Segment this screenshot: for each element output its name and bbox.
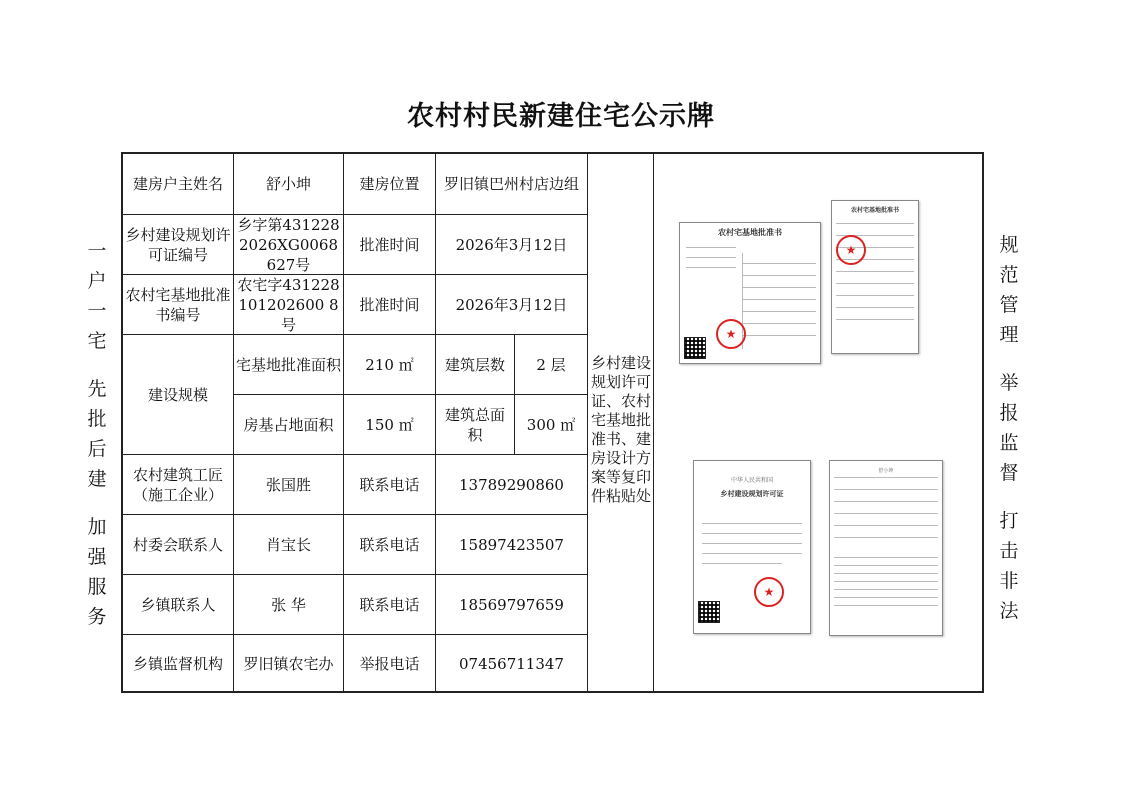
- homestead-certificate-copy-2: [831, 200, 919, 354]
- slogan-char: 宅: [87, 330, 107, 352]
- owner-name-label: 建房户主姓名: [123, 154, 234, 215]
- slogan-char: 后: [87, 438, 107, 460]
- document-title: 农村宅基地批准书: [718, 228, 782, 237]
- slogan-char: 务: [87, 606, 107, 628]
- floors-value: 2 层: [515, 335, 588, 395]
- approved-area-value: 210 ㎡: [344, 335, 436, 395]
- right-slogan: [994, 230, 1024, 626]
- seal-icon: ★: [754, 577, 784, 607]
- slogan-char: 管: [999, 294, 1019, 316]
- village-phone-value: 15897423507: [436, 515, 588, 575]
- paste-area-note: 乡村建设规划许可证、农村宅基地批准书、建房设计方案等复印件粘贴处: [590, 354, 651, 505]
- slogan-char: 加: [87, 516, 107, 538]
- slogan-char: 举: [999, 372, 1019, 394]
- town-contact-value: 张 华: [234, 575, 344, 635]
- document-title: 农村宅基地批准书: [850, 207, 899, 214]
- permit-date-label: 批准时间: [344, 215, 436, 275]
- planning-permit-appendix-copy: [829, 460, 943, 636]
- document-title: 乡村建设规划许可证: [720, 490, 784, 498]
- slogan-char: [994, 488, 1024, 506]
- approved-area-label: 宅基地批准面积: [234, 335, 344, 395]
- slogan-char: 监: [999, 432, 1019, 454]
- homestead-number-label: 农村宅基地批准书编号: [123, 275, 234, 335]
- town-phone-label: 联系电话: [344, 575, 436, 635]
- slogan-char: [82, 494, 112, 512]
- left-slogan: [82, 236, 112, 632]
- slogan-char: 建: [87, 468, 107, 490]
- document-header: 中华人民共和国: [730, 477, 773, 484]
- total-area-value: 300 ㎡: [515, 395, 588, 455]
- planning-permit-copy: [693, 460, 811, 634]
- slogan-char: [82, 356, 112, 374]
- permit-number-label: 乡村建设规划许可证编号: [123, 215, 234, 275]
- slogan-char: 报: [999, 402, 1019, 424]
- slogan-char: 一: [87, 240, 107, 262]
- slogan-char: 先: [87, 378, 107, 400]
- report-phone-value: 07456711347: [436, 635, 588, 693]
- slogan-char: 批: [87, 408, 107, 430]
- qr-code-icon: [684, 337, 706, 359]
- town-phone-value: 18569797659: [436, 575, 588, 635]
- slogan-char: 户: [87, 270, 107, 292]
- supervision-label: 乡镇监督机构: [123, 635, 234, 693]
- slogan-char: 督: [999, 462, 1019, 484]
- slogan-char: 规: [999, 234, 1019, 256]
- location-label: 建房位置: [344, 154, 436, 215]
- report-phone-label: 举报电话: [344, 635, 436, 693]
- applicant-name: 舒小坤: [878, 468, 894, 474]
- slogan-char: 击: [999, 540, 1019, 562]
- builder-phone-value: 13789290860: [436, 455, 588, 515]
- qr-code-icon: [698, 601, 720, 623]
- seal-icon: ★: [836, 235, 866, 265]
- homestead-certificate-copy: [679, 222, 821, 364]
- footprint-area-label: 房基占地面积: [234, 395, 344, 455]
- village-contact-label: 村委会联系人: [123, 515, 234, 575]
- footprint-area-value: 150 ㎡: [344, 395, 436, 455]
- owner-name-value: 舒小坤: [234, 154, 344, 215]
- village-contact-value: 肖宝长: [234, 515, 344, 575]
- builder-label: 农村建筑工匠（施工企业）: [123, 455, 234, 515]
- builder-value: 张国胜: [234, 455, 344, 515]
- page-title: 农村村民新建住宅公示牌: [407, 101, 715, 132]
- floors-label: 建筑层数: [436, 335, 515, 395]
- slogan-char: 打: [999, 510, 1019, 532]
- builder-phone-label: 联系电话: [344, 455, 436, 515]
- village-phone-label: 联系电话: [344, 515, 436, 575]
- homestead-date-value: 2026年3月12日: [436, 275, 588, 335]
- homestead-number-value: 农宅字431228101202600 8号: [234, 275, 344, 335]
- seal-icon: ★: [716, 319, 746, 349]
- permit-number-value: 乡字第4312282026XG0068627号: [234, 215, 344, 275]
- total-area-label: 建筑总面积: [436, 395, 515, 455]
- town-contact-label: 乡镇联系人: [123, 575, 234, 635]
- supervision-value: 罗旧镇农宅办: [234, 635, 344, 693]
- slogan-char: 强: [87, 546, 107, 568]
- slogan-char: 范: [999, 264, 1019, 286]
- divider: [653, 154, 654, 691]
- slogan-char: 法: [999, 600, 1019, 622]
- location-value: 罗旧镇巴州村店边组: [436, 154, 588, 215]
- permit-date-value: 2026年3月12日: [436, 215, 588, 275]
- slogan-char: 服: [87, 576, 107, 598]
- slogan-char: 一: [87, 300, 107, 322]
- homestead-date-label: 批准时间: [344, 275, 436, 335]
- slogan-char: [994, 350, 1024, 368]
- scale-label: 建设规模: [123, 335, 234, 455]
- slogan-char: 非: [999, 570, 1019, 592]
- slogan-char: 理: [999, 324, 1019, 346]
- notice-board: [121, 152, 984, 693]
